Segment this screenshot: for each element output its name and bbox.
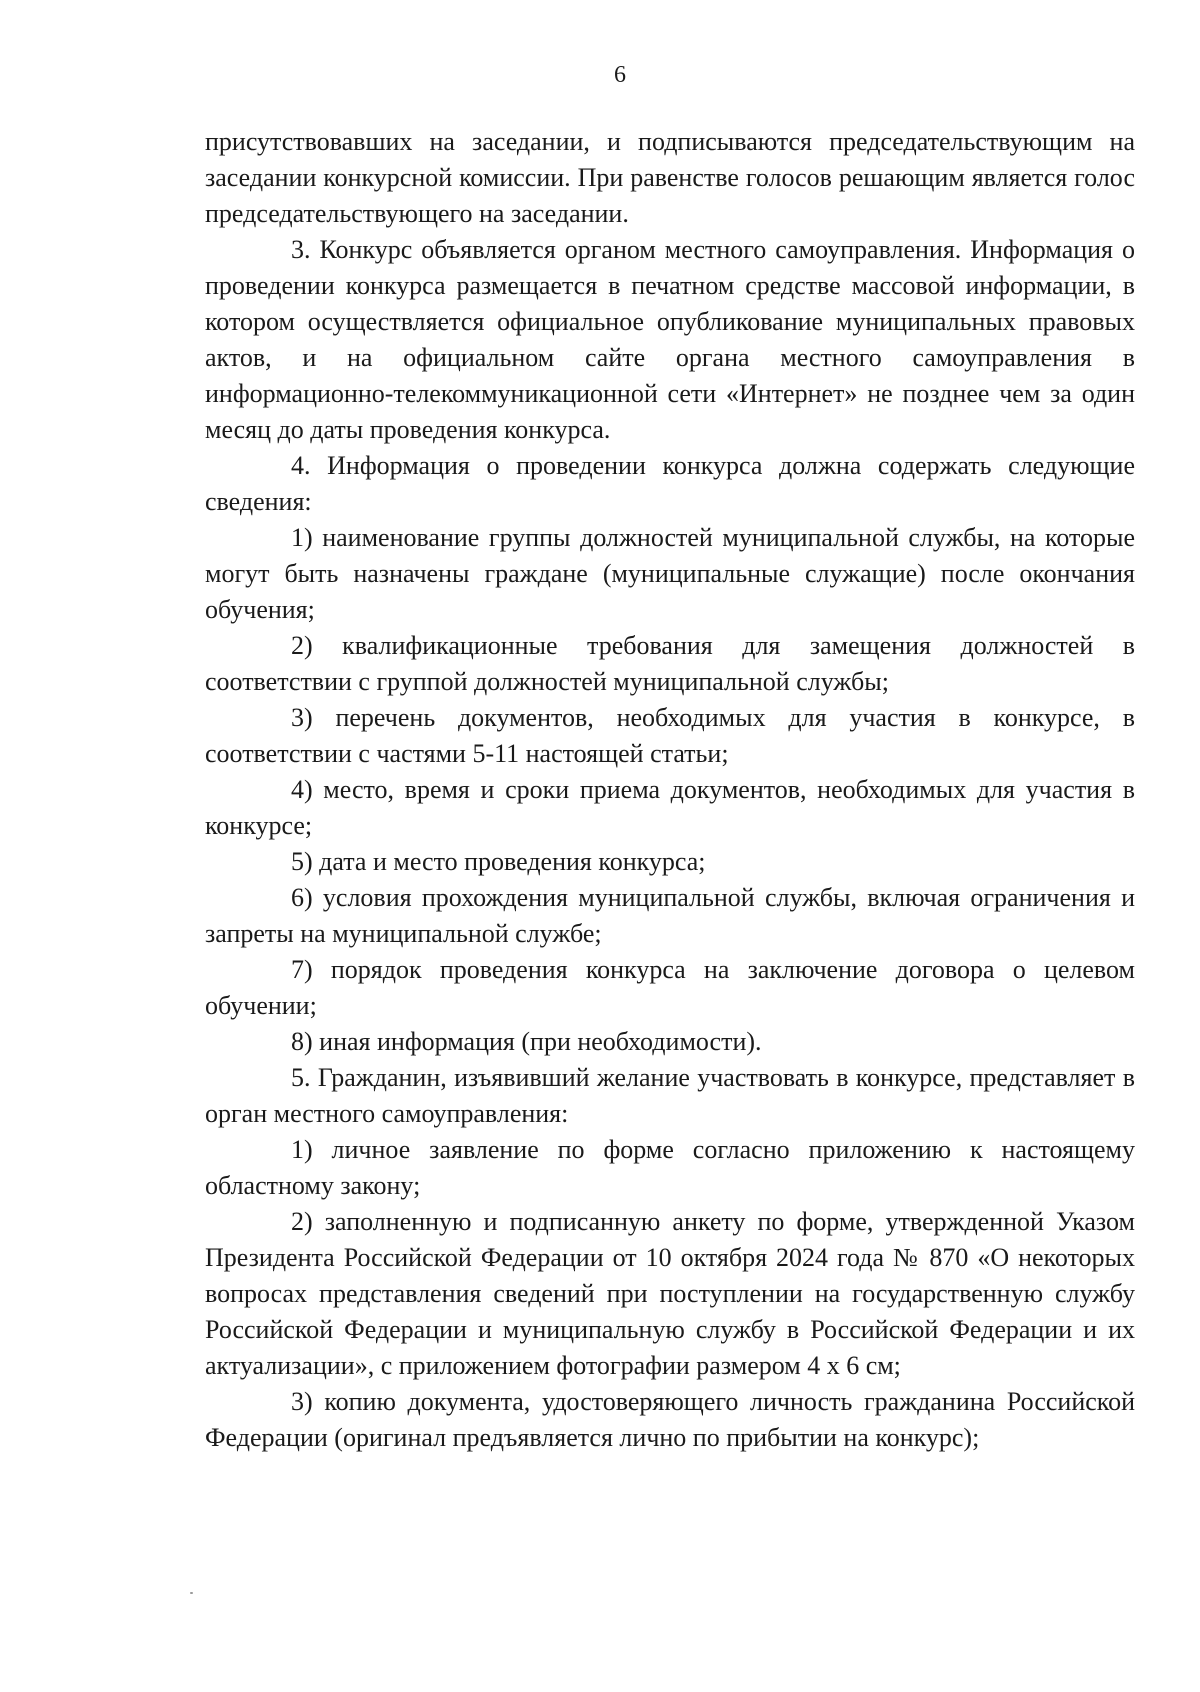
page-number: 6 (614, 62, 626, 88)
list-item-4-3: 3) перечень документов, необходимых для участия в конкурсе, в соответствии с частями 5-11 настоящей статьи; (205, 703, 1135, 768)
list-item-4-2: 2) квалификационные требования для замещения должностей в соответствии с группой должностей муниципальной службы; (205, 631, 1135, 696)
list-item-4-1: 1) наименование группы должностей муниципальной службы, на которые могут быть назначены граждане (муниципальные служащие) после окончания обучения; (205, 523, 1135, 624)
list-item-5-1: 1) личное заявление по форме согласно приложению к настоящему областному закону; (205, 1135, 1135, 1200)
list-item-4-4: 4) место, время и сроки приема документов, необходимых для участия в конкурсе; (205, 775, 1135, 840)
paragraph-clause-3: 3. Конкурс объявляется органом местного самоуправления. Информация о проведении конкурса размещается в печатном средстве массовой информации, в котором осуществляется официальное опубликование муниципальных правовых актов, и на официальном сайте органа местного самоуправления в информационно-телекоммуникационной сети «Интернет» не позднее чем за один месяц до даты проведения конкурса. (205, 235, 1135, 444)
document-body (205, 124, 1135, 1456)
list-item-5-3: 3) копию документа, удостоверяющего личность гражданина Российской Федерации (оригинал предъявляется лично по прибытии на конкурс); (205, 1387, 1135, 1452)
list-item-4-5: 5) дата и место проведения конкурса; (291, 847, 706, 876)
list-item-5-2: 2) заполненную и подписанную анкету по форме, утвержденной Указом Президента Российской Федерации от 10 октября 2024 года № 870 «О некоторых вопросах представления сведений при поступлении на государственную службу Российской Федерации и муниципальную службу в Российской Федерации и их актуализации», с приложением фотографии размером 4 х 6 см; (205, 1207, 1135, 1380)
list-item-4-6: 6) условия прохождения муниципальной службы, включая ограничения и запреты на муниципальной службе; (205, 883, 1135, 948)
list-item-4-8: 8) иная информация (при необходимости). (291, 1027, 762, 1056)
paragraph-clause-4: 4. Информация о проведении конкурса должна содержать следующие сведения: (205, 451, 1135, 516)
paragraph-continuation: присутствовавших на заседании, и подписываются председательствующим на заседании конкурсной комиссии. При равенстве голосов решающим является голос председательствующего на заседании. (205, 127, 1135, 228)
paragraph-clause-5: 5. Гражданин, изъявивший желание участвовать в конкурсе, представляет в орган местного самоуправления: (205, 1063, 1135, 1128)
list-item-4-7: 7) порядок проведения конкурса на заключение договора о целевом обучении; (205, 955, 1135, 1020)
scan-artifact (190, 1592, 193, 1594)
